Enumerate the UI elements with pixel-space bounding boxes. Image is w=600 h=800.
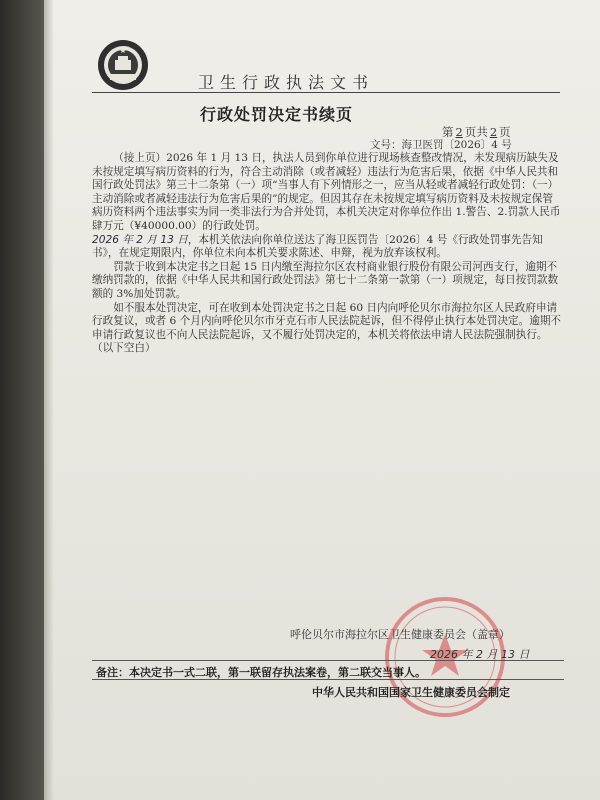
- page-suffix: 页: [499, 125, 511, 139]
- national-emblem-icon: [96, 38, 150, 92]
- page-prefix: 第: [442, 125, 454, 139]
- document-category-title: 卫生行政执法文书: [198, 73, 375, 92]
- document-title: 行政处罚决定书续页: [200, 105, 354, 124]
- page-current: 2: [455, 125, 463, 139]
- signature-date: 2026 年 2 月 13 日: [430, 648, 530, 661]
- header-divider: [92, 92, 560, 93]
- paragraph-notice-text: ，本机关依法向你单位送达了海卫医罚告〔2026〕4 号《行政处罚事先告知书》，在规定期限内，你单位未向本机关要求陈述、申辩，视为放弃该权利。: [92, 233, 543, 260]
- remarks-note: 备注：本决定书一式二联，第一联留存执法案卷，第二联交当事人。: [96, 666, 426, 679]
- issuer-footer: 中华人民共和国国家卫生健康委员会制定: [312, 686, 510, 699]
- note-divider-top: [92, 660, 564, 661]
- paragraph-blank-below: （以下空白）: [92, 342, 156, 355]
- page-mid: 页共: [464, 125, 488, 139]
- paragraph-appeal: 如不服本处罚决定，可在收到本处罚决定书之日起 60 日内向呼伦贝尔市海拉尔区人民政府申请行政复议，或者 6 个月内向呼伦贝尔市牙克石市人民法院起诉，但不得停止执行本处罚决定。逾期不申请行政复议也不向人民法院起诉，又不履行处罚决定的，本机关将依法申请人民法院强制执行。: [92, 301, 562, 341]
- document-body: [92, 152, 562, 356]
- page-total: 2: [489, 125, 498, 139]
- issuing-authority: 呼伦贝尔市海拉尔区卫生健康委员会（盖章）: [290, 628, 510, 641]
- paragraph-payment: 罚款于收到本决定书之日起 15 日内缴至海拉尔区农村商业银行股份有限公司河西支行，逾期不缴纳罚款的，依据《中华人民共和国行政处罚法》第七十二条第一款第（一）项规定，每日按罚款数额的 3%加处罚款。: [92, 260, 559, 300]
- note-divider-bottom: [92, 679, 564, 680]
- binding-shadow: [0, 0, 44, 800]
- handwritten-date: 2026 年 2 月 13 日: [92, 233, 188, 246]
- paragraph-notice: [92, 234, 562, 261]
- document-number: 文号：海卫医罚〔2026〕4 号: [370, 139, 512, 151]
- paragraph-continuation: （接上页）2026 年 1 月 13 日，执法人员到你单位进行现场核查整改情况，未发现病历缺失及未按规定填写病历资料的行为，符合主动消除（或者减轻）违法行为危害后果，依据《中华人民共和国行政处罚法》第三十二条第（一）项“当事人有下列情形之一，应当从轻或者减轻行政处罚：（一）主动消除或者减轻违法行为危害后果的”的规定。但因其存在未按规定填写病历资料及未按规定保管病历资料两个违法事实为同一类非法行为合并处罚，本机关决定对你单位作出 1.警告、2.罚款人民币肆万元（¥40000.00）的行政处罚。: [92, 152, 561, 232]
